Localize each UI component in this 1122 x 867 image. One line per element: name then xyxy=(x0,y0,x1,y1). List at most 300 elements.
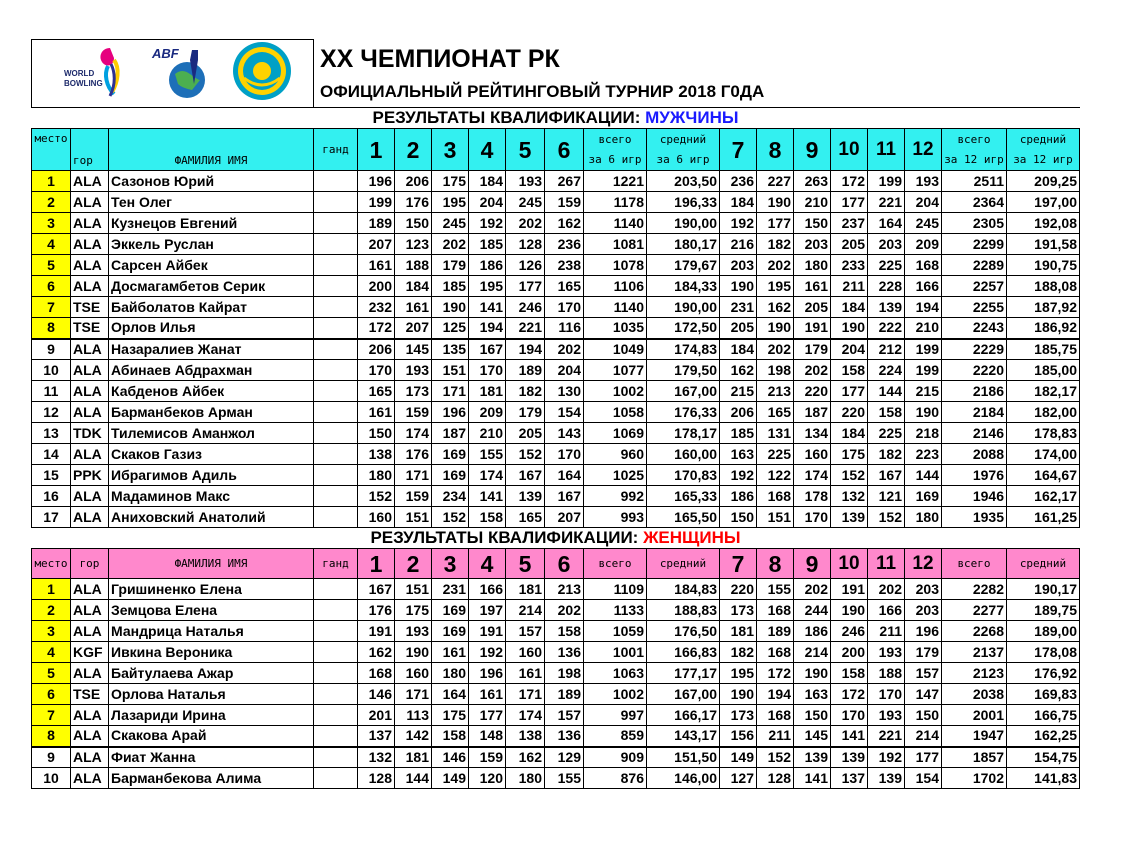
avg6-cell: 190,00 xyxy=(647,297,720,318)
game-12-cell: 199 xyxy=(905,339,942,360)
city-cell: ALA xyxy=(71,600,109,621)
game-9-cell: 202 xyxy=(794,360,831,381)
avg12-cell: 176,92 xyxy=(1007,663,1080,684)
game-1-cell: 128 xyxy=(358,768,395,789)
game-9-cell: 145 xyxy=(794,726,831,747)
total12-cell: 2229 xyxy=(942,339,1007,360)
handicap-cell xyxy=(314,600,358,621)
city-cell: ALA xyxy=(71,507,109,528)
game-10-cell: 177 xyxy=(831,381,868,402)
men-row xyxy=(32,381,1080,402)
game-10-cell: 175 xyxy=(831,444,868,465)
game-1-cell: 199 xyxy=(358,192,395,213)
handicap-cell xyxy=(314,579,358,600)
game-4-cell: 186 xyxy=(469,255,506,276)
logo-text-bowling: BOWLING xyxy=(64,79,103,88)
game-7-cell: 216 xyxy=(720,234,757,255)
handicap-cell xyxy=(314,642,358,663)
city-cell: ALA xyxy=(71,747,109,768)
game-8-cell: 162 xyxy=(757,297,794,318)
total6-cell: 1140 xyxy=(584,297,647,318)
game-9-cell: 178 xyxy=(794,486,831,507)
game-12-cell: 179 xyxy=(905,642,942,663)
game-12-cell: 177 xyxy=(905,747,942,768)
women-section-prefix: РЕЗУЛЬТАТЫ КВАЛИФИКАЦИИ: xyxy=(370,528,644,547)
game-5-cell: 205 xyxy=(506,423,545,444)
game-9-cell: 163 xyxy=(794,684,831,705)
game-7-cell: 156 xyxy=(720,726,757,747)
game-11-cell: 167 xyxy=(868,465,905,486)
women-header-game-5: 5 xyxy=(506,549,545,579)
game-10-cell: 204 xyxy=(831,339,868,360)
game-12-cell: 223 xyxy=(905,444,942,465)
game-8-cell: 211 xyxy=(757,726,794,747)
name-cell: Орлов Илья xyxy=(109,318,314,339)
game-7-cell: 190 xyxy=(720,684,757,705)
men-header-total12-b: за 12 игр xyxy=(942,150,1007,171)
name-cell: Сазонов Юрий xyxy=(109,171,314,192)
game-4-cell: 120 xyxy=(469,768,506,789)
game-12-cell: 196 xyxy=(905,621,942,642)
game-2-cell: 175 xyxy=(395,600,432,621)
men-header-hcp: ганд xyxy=(314,129,358,171)
avg6-cell: 166,17 xyxy=(647,705,720,726)
name-cell: Досмагамбетов Серик xyxy=(109,276,314,297)
game-5-cell: 126 xyxy=(506,255,545,276)
game-11-cell: 199 xyxy=(868,171,905,192)
place-cell: 3 xyxy=(32,213,71,234)
game-2-cell: 171 xyxy=(395,465,432,486)
game-4-cell: 194 xyxy=(469,318,506,339)
avg12-cell: 187,92 xyxy=(1007,297,1080,318)
avg6-cell: 190,00 xyxy=(647,213,720,234)
avg12-cell: 182,00 xyxy=(1007,402,1080,423)
game-3-cell: 175 xyxy=(432,171,469,192)
handicap-cell xyxy=(314,423,358,444)
game-12-cell: 193 xyxy=(905,171,942,192)
game-1-cell: 232 xyxy=(358,297,395,318)
game-7-cell: 173 xyxy=(720,705,757,726)
game-1-cell: 206 xyxy=(358,339,395,360)
game-5-cell: 181 xyxy=(506,579,545,600)
men-header-game-7: 7 xyxy=(720,129,757,171)
game-9-cell: 141 xyxy=(794,768,831,789)
total12-cell: 2038 xyxy=(942,684,1007,705)
name-cell: Байболатов Кайрат xyxy=(109,297,314,318)
game-8-cell: 189 xyxy=(757,621,794,642)
men-header-game-9: 9 xyxy=(794,129,831,171)
game-6-cell: 159 xyxy=(545,192,584,213)
game-8-cell: 172 xyxy=(757,663,794,684)
place-cell: 5 xyxy=(32,663,71,684)
game-2-cell: 151 xyxy=(395,507,432,528)
men-row xyxy=(32,507,1080,528)
handicap-cell xyxy=(314,339,358,360)
handicap-cell xyxy=(314,705,358,726)
game-10-cell: 170 xyxy=(831,705,868,726)
city-cell: ALA xyxy=(71,171,109,192)
name-cell: Скаков Газиз xyxy=(109,444,314,465)
game-1-cell: 196 xyxy=(358,171,395,192)
game-5-cell: 246 xyxy=(506,297,545,318)
women-row xyxy=(32,768,1080,789)
handicap-cell xyxy=(314,747,358,768)
game-7-cell: 185 xyxy=(720,423,757,444)
game-11-cell: 166 xyxy=(868,600,905,621)
game-4-cell: 148 xyxy=(469,726,506,747)
game-9-cell: 150 xyxy=(794,213,831,234)
total6-cell: 1178 xyxy=(584,192,647,213)
game-5-cell: 152 xyxy=(506,444,545,465)
men-header-avg6-a: средний xyxy=(647,129,720,150)
game-9-cell: 186 xyxy=(794,621,831,642)
city-cell: ALA xyxy=(71,234,109,255)
handicap-cell xyxy=(314,663,358,684)
women-header-game-2: 2 xyxy=(395,549,432,579)
total6-cell: 1058 xyxy=(584,402,647,423)
game-12-cell: 157 xyxy=(905,663,942,684)
game-2-cell: 184 xyxy=(395,276,432,297)
page-subtitle: ОФИЦИАЛЬНЫЙ РЕЙТИНГОВЫЙ ТУРНИР 2018 Г0ДА xyxy=(314,78,1080,108)
handicap-cell xyxy=(314,276,358,297)
game-8-cell: 202 xyxy=(757,255,794,276)
game-8-cell: 131 xyxy=(757,423,794,444)
game-10-cell: 172 xyxy=(831,684,868,705)
game-11-cell: 152 xyxy=(868,507,905,528)
game-11-cell: 221 xyxy=(868,192,905,213)
game-2-cell: 181 xyxy=(395,747,432,768)
game-10-cell: 233 xyxy=(831,255,868,276)
men-row xyxy=(32,276,1080,297)
game-7-cell: 215 xyxy=(720,381,757,402)
game-3-cell: 135 xyxy=(432,339,469,360)
game-3-cell: 196 xyxy=(432,402,469,423)
avg6-cell: 188,83 xyxy=(647,600,720,621)
avg6-cell: 196,33 xyxy=(647,192,720,213)
game-3-cell: 187 xyxy=(432,423,469,444)
men-header-total6-a: всего xyxy=(584,129,647,150)
game-4-cell: 170 xyxy=(469,360,506,381)
game-10-cell: 137 xyxy=(831,768,868,789)
men-row xyxy=(32,213,1080,234)
women-row xyxy=(32,579,1080,600)
total12-cell: 2186 xyxy=(942,381,1007,402)
game-9-cell: 205 xyxy=(794,297,831,318)
kazakhstan-emblem xyxy=(233,42,291,100)
game-8-cell: 190 xyxy=(757,318,794,339)
logos-svg xyxy=(32,40,312,102)
name-cell: Скакова Арай xyxy=(109,726,314,747)
game-10-cell: 190 xyxy=(831,318,868,339)
place-cell: 16 xyxy=(32,486,71,507)
game-9-cell: 191 xyxy=(794,318,831,339)
game-7-cell: 181 xyxy=(720,621,757,642)
game-4-cell: 192 xyxy=(469,213,506,234)
game-12-cell: 199 xyxy=(905,360,942,381)
game-5-cell: 193 xyxy=(506,171,545,192)
city-cell: ALA xyxy=(71,486,109,507)
total6-cell: 1063 xyxy=(584,663,647,684)
avg12-cell: 166,75 xyxy=(1007,705,1080,726)
game-2-cell: 144 xyxy=(395,768,432,789)
game-11-cell: 228 xyxy=(868,276,905,297)
game-11-cell: 193 xyxy=(868,642,905,663)
avg6-cell: 167,00 xyxy=(647,381,720,402)
avg12-cell: 169,83 xyxy=(1007,684,1080,705)
total12-cell: 2282 xyxy=(942,579,1007,600)
game-11-cell: 182 xyxy=(868,444,905,465)
game-12-cell: 218 xyxy=(905,423,942,444)
handicap-cell xyxy=(314,171,358,192)
game-8-cell: 182 xyxy=(757,234,794,255)
game-1-cell: 150 xyxy=(358,423,395,444)
place-cell: 4 xyxy=(32,234,71,255)
handicap-cell xyxy=(314,768,358,789)
avg12-cell: 209,25 xyxy=(1007,171,1080,192)
game-6-cell: 116 xyxy=(545,318,584,339)
game-2-cell: 159 xyxy=(395,402,432,423)
game-6-cell: 236 xyxy=(545,234,584,255)
total12-cell: 2137 xyxy=(942,642,1007,663)
game-7-cell: 206 xyxy=(720,402,757,423)
game-11-cell: 170 xyxy=(868,684,905,705)
game-10-cell: 141 xyxy=(831,726,868,747)
handicap-cell xyxy=(314,297,358,318)
women-header-game-1: 1 xyxy=(358,549,395,579)
game-4-cell: 174 xyxy=(469,465,506,486)
game-4-cell: 196 xyxy=(469,663,506,684)
game-6-cell: 136 xyxy=(545,726,584,747)
avg12-cell: 189,00 xyxy=(1007,621,1080,642)
game-5-cell: 214 xyxy=(506,600,545,621)
name-cell: Мадаминов Макс xyxy=(109,486,314,507)
game-10-cell: 191 xyxy=(831,579,868,600)
avg6-cell: 143,17 xyxy=(647,726,720,747)
city-cell: TDK xyxy=(71,423,109,444)
game-2-cell: 176 xyxy=(395,192,432,213)
game-1-cell: 167 xyxy=(358,579,395,600)
handicap-cell xyxy=(314,465,358,486)
abf-logo xyxy=(151,46,205,98)
women-header-avg6: средний xyxy=(647,549,720,579)
city-cell: ALA xyxy=(71,621,109,642)
game-3-cell: 151 xyxy=(432,360,469,381)
game-6-cell: 167 xyxy=(545,486,584,507)
place-cell: 14 xyxy=(32,444,71,465)
avg12-cell: 188,08 xyxy=(1007,276,1080,297)
game-7-cell: 220 xyxy=(720,579,757,600)
game-3-cell: 169 xyxy=(432,444,469,465)
game-11-cell: 225 xyxy=(868,423,905,444)
total6-cell: 1133 xyxy=(584,600,647,621)
title-row xyxy=(32,40,1080,78)
game-5-cell: 160 xyxy=(506,642,545,663)
handicap-cell xyxy=(314,192,358,213)
total12-cell: 2088 xyxy=(942,444,1007,465)
women-section-label: ЖЕНЩИНЫ xyxy=(643,528,741,547)
game-5-cell: 179 xyxy=(506,402,545,423)
avg6-cell: 151,50 xyxy=(647,747,720,768)
place-cell: 4 xyxy=(32,642,71,663)
game-5-cell: 189 xyxy=(506,360,545,381)
men-row xyxy=(32,465,1080,486)
place-cell: 11 xyxy=(32,381,71,402)
place-cell: 1 xyxy=(32,579,71,600)
game-10-cell: 211 xyxy=(831,276,868,297)
avg12-cell: 185,00 xyxy=(1007,360,1080,381)
handicap-cell xyxy=(314,726,358,747)
city-cell: ALA xyxy=(71,705,109,726)
game-9-cell: 187 xyxy=(794,402,831,423)
avg6-cell: 177,17 xyxy=(647,663,720,684)
handicap-cell xyxy=(314,255,358,276)
game-1-cell: 172 xyxy=(358,318,395,339)
total6-cell: 1140 xyxy=(584,213,647,234)
women-row xyxy=(32,642,1080,663)
avg12-cell: 189,75 xyxy=(1007,600,1080,621)
game-7-cell: 127 xyxy=(720,768,757,789)
game-6-cell: 170 xyxy=(545,297,584,318)
name-cell: Земцова Елена xyxy=(109,600,314,621)
women-row xyxy=(32,684,1080,705)
game-2-cell: 193 xyxy=(395,360,432,381)
place-cell: 7 xyxy=(32,297,71,318)
game-3-cell: 179 xyxy=(432,255,469,276)
avg12-cell: 164,67 xyxy=(1007,465,1080,486)
game-4-cell: 159 xyxy=(469,747,506,768)
game-4-cell: 210 xyxy=(469,423,506,444)
city-cell: ALA xyxy=(71,444,109,465)
total6-cell: 1081 xyxy=(584,234,647,255)
game-5-cell: 128 xyxy=(506,234,545,255)
handicap-cell xyxy=(314,486,358,507)
handicap-cell xyxy=(314,444,358,465)
city-cell: ALA xyxy=(71,192,109,213)
total12-cell: 1857 xyxy=(942,747,1007,768)
game-1-cell: 160 xyxy=(358,507,395,528)
total6-cell: 1109 xyxy=(584,579,647,600)
total6-cell: 1077 xyxy=(584,360,647,381)
game-4-cell: 192 xyxy=(469,642,506,663)
game-10-cell: 237 xyxy=(831,213,868,234)
game-8-cell: 227 xyxy=(757,171,794,192)
game-4-cell: 141 xyxy=(469,486,506,507)
game-4-cell: 177 xyxy=(469,705,506,726)
total12-cell: 1946 xyxy=(942,486,1007,507)
game-1-cell: 162 xyxy=(358,642,395,663)
avg12-cell: 141,83 xyxy=(1007,768,1080,789)
game-6-cell: 154 xyxy=(545,402,584,423)
game-10-cell: 205 xyxy=(831,234,868,255)
handicap-cell xyxy=(314,621,358,642)
women-header-game-6: 6 xyxy=(545,549,584,579)
avg6-cell: 165,50 xyxy=(647,507,720,528)
women-header-hcp: ганд xyxy=(314,549,358,579)
women-header-game-3: 3 xyxy=(432,549,469,579)
men-header-row-1 xyxy=(32,129,1080,150)
game-12-cell: 215 xyxy=(905,381,942,402)
name-cell: Абинаев Абдрахман xyxy=(109,360,314,381)
game-6-cell: 267 xyxy=(545,171,584,192)
avg6-cell: 179,50 xyxy=(647,360,720,381)
women-section-row xyxy=(32,528,1080,549)
game-2-cell: 113 xyxy=(395,705,432,726)
game-4-cell: 155 xyxy=(469,444,506,465)
place-cell: 8 xyxy=(32,318,71,339)
total12-cell: 1935 xyxy=(942,507,1007,528)
city-cell: TSE xyxy=(71,318,109,339)
game-7-cell: 203 xyxy=(720,255,757,276)
men-header-place-blank xyxy=(32,150,71,171)
results-sheet xyxy=(31,39,1080,789)
game-9-cell: 210 xyxy=(794,192,831,213)
men-row xyxy=(32,444,1080,465)
game-6-cell: 170 xyxy=(545,444,584,465)
game-9-cell: 134 xyxy=(794,423,831,444)
women-header-total6: всего xyxy=(584,549,647,579)
game-11-cell: 164 xyxy=(868,213,905,234)
game-4-cell: 141 xyxy=(469,297,506,318)
men-header-game-3: 3 xyxy=(432,129,469,171)
place-cell: 1 xyxy=(32,171,71,192)
total12-cell: 2289 xyxy=(942,255,1007,276)
game-7-cell: 190 xyxy=(720,276,757,297)
game-5-cell: 174 xyxy=(506,705,545,726)
total6-cell: 1106 xyxy=(584,276,647,297)
game-2-cell: 193 xyxy=(395,621,432,642)
game-5-cell: 138 xyxy=(506,726,545,747)
women-header-game-12: 12 xyxy=(905,549,942,579)
avg6-cell: 167,00 xyxy=(647,684,720,705)
game-9-cell: 161 xyxy=(794,276,831,297)
place-cell: 5 xyxy=(32,255,71,276)
men-row xyxy=(32,171,1080,192)
game-3-cell: 169 xyxy=(432,600,469,621)
men-row xyxy=(32,255,1080,276)
game-4-cell: 181 xyxy=(469,381,506,402)
avg12-cell: 190,75 xyxy=(1007,255,1080,276)
men-header-place: место xyxy=(32,129,71,150)
game-4-cell: 197 xyxy=(469,600,506,621)
name-cell: Кабденов Айбек xyxy=(109,381,314,402)
game-12-cell: 203 xyxy=(905,600,942,621)
total6-cell: 1001 xyxy=(584,642,647,663)
game-9-cell: 179 xyxy=(794,339,831,360)
game-10-cell: 158 xyxy=(831,663,868,684)
game-4-cell: 184 xyxy=(469,171,506,192)
game-12-cell: 203 xyxy=(905,579,942,600)
total6-cell: 1035 xyxy=(584,318,647,339)
game-11-cell: 158 xyxy=(868,402,905,423)
game-2-cell: 190 xyxy=(395,642,432,663)
game-2-cell: 174 xyxy=(395,423,432,444)
game-6-cell: 238 xyxy=(545,255,584,276)
place-cell: 9 xyxy=(32,339,71,360)
total12-cell: 2220 xyxy=(942,360,1007,381)
game-5-cell: 202 xyxy=(506,213,545,234)
game-1-cell: 191 xyxy=(358,621,395,642)
women-section-title xyxy=(32,528,1080,549)
avg12-cell: 192,08 xyxy=(1007,213,1080,234)
game-4-cell: 166 xyxy=(469,579,506,600)
game-8-cell: 122 xyxy=(757,465,794,486)
city-cell: TSE xyxy=(71,684,109,705)
game-8-cell: 155 xyxy=(757,579,794,600)
game-8-cell: 168 xyxy=(757,486,794,507)
game-8-cell: 165 xyxy=(757,402,794,423)
game-8-cell: 213 xyxy=(757,381,794,402)
game-8-cell: 177 xyxy=(757,213,794,234)
